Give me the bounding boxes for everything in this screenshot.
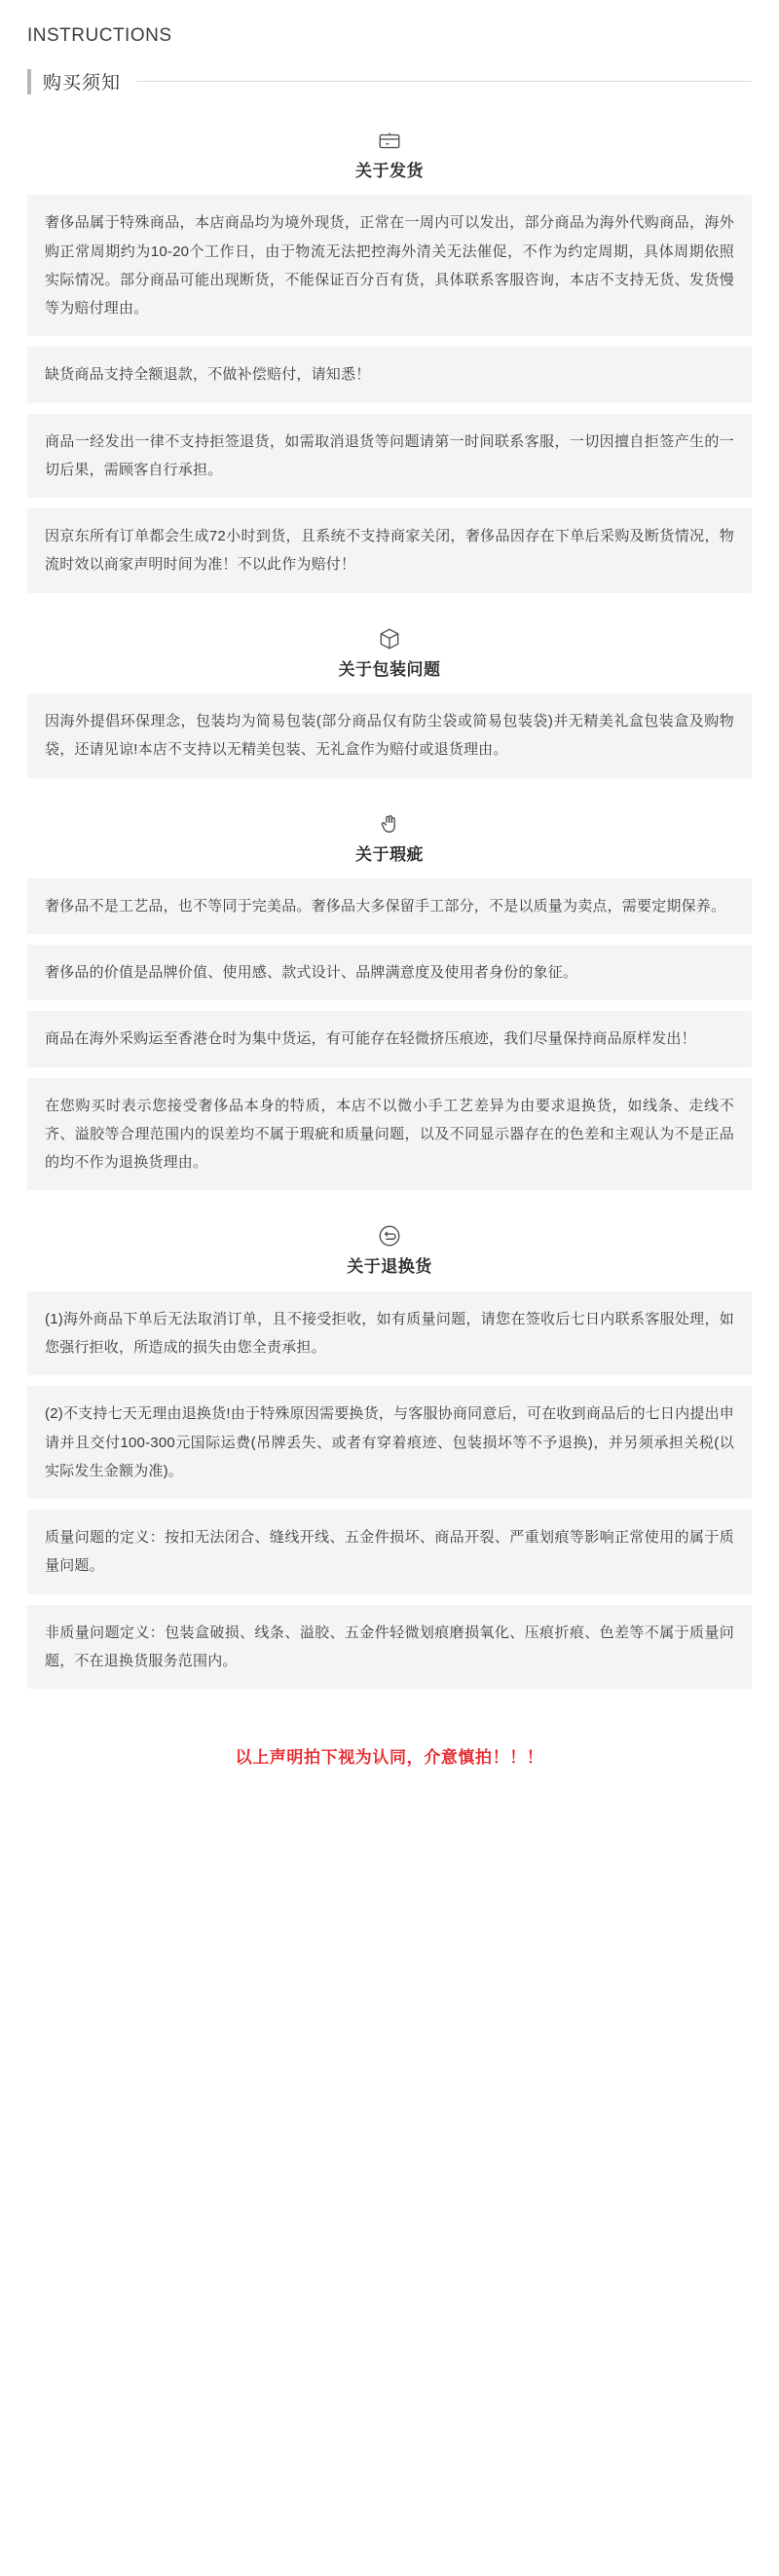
paragraph: 因京东所有订单都会生成72小时到货，且系统不支持商家关闭，奢侈品因存在下单后采购及断货情况，物流时效以商家声明时间为准！不以此作为赔付！ (27, 508, 752, 593)
section-shipping-title: 关于发货 (355, 162, 424, 180)
paragraph: 在您购买时表示您接受奢侈品本身的特质，本店不以微小手工艺差异为由要求退换货，如线条、走线不齐、溢胶等合理范围内的误差均不属于瑕疵和质量问题，以及不同显示器存在的色差和主观认为不是正品的均不作为退换货理由。 (27, 1078, 752, 1191)
paragraph: 因海外提倡环保理念，包装均为简易包装(部分商品仅有防尘袋或简易包装袋)并无精美礼盒包装盒及购物袋，还请见谅!本店不支持以无精美包装、无礼盒作为赔付或退货理由。 (27, 693, 752, 778)
section-packaging-head (27, 626, 752, 680)
section-heading (0, 68, 779, 94)
paragraph: 商品在海外采购运至香港仓时为集中货运，有可能存在轻微挤压痕迹，我们尽量保持商品原样发出！ (27, 1011, 752, 1066)
section-divider (136, 81, 752, 82)
section-returns (27, 1223, 752, 1689)
section-shipping-head (27, 128, 752, 181)
section-heading-label: 购买须知 (43, 73, 122, 93)
paragraph: 缺货商品支持全额退款，不做补偿赔付，请知悉！ (27, 347, 752, 402)
paragraph: 商品一经发出一律不支持拒签退货，如需取消退货等问题请第一时间联系客服，一切因擅自拒签产生的一切后果，需顾客自行承担。 (27, 414, 752, 499)
paragraph: (1)海外商品下单后无法取消订单，且不接受拒收，如有质量问题，请您在签收后七日内联系客服处理，如您强行拒收，所造成的损失由您全责承担。 (27, 1291, 752, 1376)
section-flaws (27, 811, 752, 1191)
section-packaging-title: 关于包装问题 (338, 659, 441, 679)
page-title: INSTRUCTIONS (27, 25, 172, 46)
return-exchange-icon (377, 1223, 402, 1249)
paragraph: 质量问题的定义：按扣无法闭合、缝线开线、五金件损坏、商品开裂、严重划痕等影响正常使用的属于质量问题。 (27, 1510, 752, 1594)
paragraph: 奢侈品不是工艺品，也不等同于完美品。奢侈品大多保留手工部分，不是以质量为卖点，需要定期保养。 (27, 878, 752, 934)
section-flaws-title: 关于瑕疵 (355, 844, 424, 864)
section-flaws-head (27, 811, 752, 865)
content-area (0, 128, 779, 1768)
paragraph: 奢侈品的价值是品牌价值、使用感、款式设计、品牌满意度及使用者身份的象征。 (27, 945, 752, 1000)
section-returns-title: 关于退换货 (347, 1257, 432, 1277)
paragraph: (2)不支持七天无理由退换货!由于特殊原因需要换货，与客服协商同意后，可在收到商品后的七日内提出申请并且交付100-300元国际运费(吊牌丢失、或者有穿着痕迹、包装损坏等不予退换)，并另须承担关税(以实际发生金额为准)。 (27, 1386, 752, 1499)
section-shipping (27, 128, 752, 593)
section-returns-head (27, 1223, 752, 1277)
hand-flaw-icon (377, 811, 402, 837)
section-accent-bar (27, 69, 31, 94)
paragraph: 奢侈品属于特殊商品，本店商品均为境外现货，正常在一周内可以发出，部分商品为海外代购商品，海外购正常周期约为10-20个工作日，由于物流无法把控海外清关无法催促，不作为约定周期，具体周期依照实际情况。部分商品可能出现断货，不能保证百分百有货，具体联系客服咨询，本店不支持无货、发货慢等为赔付理由。 (27, 195, 752, 336)
shipping-box-icon (377, 128, 402, 153)
package-icon (377, 626, 402, 652)
footer-disclaimer: 以上声明拍下视为认同，介意慎拍！！！ (235, 1748, 544, 1768)
paragraph: 非质量问题定义：包装盒破损、线条、溢胶、五金件轻微划痕磨损氧化、压痕折痕、色差等不属于质量问题，不在退换货服务范围内。 (27, 1605, 752, 1690)
section-packaging (27, 626, 752, 778)
